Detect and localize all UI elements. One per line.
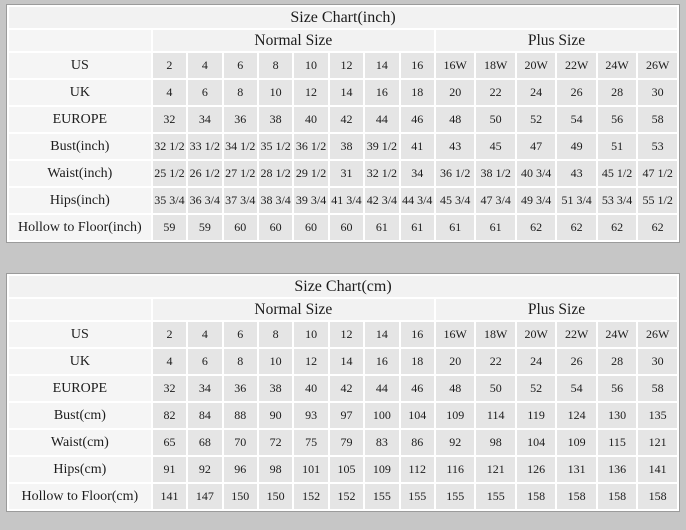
size-cell: 70 (224, 430, 257, 455)
size-cell: 41 3/4 (330, 188, 363, 213)
size-cell: 4 (188, 322, 221, 347)
table-row (9, 107, 677, 132)
size-cell: 119 (517, 403, 555, 428)
size-cell: 18W (476, 322, 514, 347)
size-cell: 20 (436, 80, 474, 105)
size-cell: 61 (365, 215, 398, 240)
size-cell: 36 1/2 (294, 134, 327, 159)
size-cell: 60 (259, 215, 292, 240)
size-cell: 47 3/4 (476, 188, 514, 213)
size-cell: 90 (259, 403, 292, 428)
size-cell: 93 (294, 403, 327, 428)
size-cell: 14 (330, 349, 363, 374)
row-label: Hollow to Floor(cm) (9, 484, 151, 509)
row-label: US (9, 53, 151, 78)
size-cell: 24 (517, 349, 555, 374)
size-cell: 20W (517, 322, 555, 347)
size-cell: 22 (476, 80, 514, 105)
size-cell: 158 (517, 484, 555, 509)
size-cell: 61 (436, 215, 474, 240)
size-cell: 101 (294, 457, 327, 482)
size-cell: 121 (638, 430, 677, 455)
size-cell: 28 1/2 (259, 161, 292, 186)
size-cell: 20 (436, 349, 474, 374)
size-cell: 58 (638, 107, 677, 132)
size-cell: 47 1/2 (638, 161, 677, 186)
size-cell: 6 (224, 322, 257, 347)
column-group-row (9, 30, 677, 51)
row-label: Hips(cm) (9, 457, 151, 482)
size-cell: 155 (365, 484, 398, 509)
row-label: Waist(cm) (9, 430, 151, 455)
size-cell: 48 (436, 107, 474, 132)
column-group-plus: Plus Size (436, 30, 677, 51)
size-cell: 6 (188, 349, 221, 374)
size-cell: 38 (259, 376, 292, 401)
size-cell: 135 (638, 403, 677, 428)
size-cell: 61 (401, 215, 434, 240)
row-label: UK (9, 80, 151, 105)
size-cell: 88 (224, 403, 257, 428)
size-cell: 35 1/2 (259, 134, 292, 159)
size-cell: 38 (259, 107, 292, 132)
size-cell: 35 3/4 (153, 188, 186, 213)
size-cell: 16 (401, 53, 434, 78)
size-cell: 26 (557, 80, 595, 105)
size-cell: 36 1/2 (436, 161, 474, 186)
size-cell: 112 (401, 457, 434, 482)
size-cell: 44 3/4 (401, 188, 434, 213)
size-cell: 96 (224, 457, 257, 482)
size-cell: 24 (517, 80, 555, 105)
table-row (9, 484, 677, 509)
size-cell: 36 (224, 376, 257, 401)
size-cell: 8 (224, 80, 257, 105)
size-cell: 65 (153, 430, 186, 455)
size-cell: 12 (330, 53, 363, 78)
size-cell: 20W (517, 53, 555, 78)
size-cell: 30 (638, 80, 677, 105)
column-group-normal: Normal Size (153, 299, 434, 320)
size-cell: 55 1/2 (638, 188, 677, 213)
size-cell: 115 (598, 430, 636, 455)
size-cell: 49 3/4 (517, 188, 555, 213)
size-cell: 158 (598, 484, 636, 509)
size-cell: 45 (476, 134, 514, 159)
size-cell: 38 3/4 (259, 188, 292, 213)
size-cell: 22W (557, 53, 595, 78)
size-cell: 36 3/4 (188, 188, 221, 213)
size-cell: 131 (557, 457, 595, 482)
size-cell: 38 (330, 134, 363, 159)
size-cell: 61 (476, 215, 514, 240)
size-cell: 141 (153, 484, 186, 509)
size-cell: 60 (224, 215, 257, 240)
size-cell: 4 (188, 53, 221, 78)
size-cell: 36 (224, 107, 257, 132)
row-label: Bust(cm) (9, 403, 151, 428)
size-cell: 121 (476, 457, 514, 482)
size-cell: 28 (598, 349, 636, 374)
size-cell: 52 (517, 107, 555, 132)
size-cell: 141 (638, 457, 677, 482)
size-cell: 26 (557, 349, 595, 374)
table-row (9, 161, 677, 186)
size-cell: 10 (294, 322, 327, 347)
size-cell: 24W (598, 53, 636, 78)
size-cell: 37 3/4 (224, 188, 257, 213)
size-cell: 14 (365, 322, 398, 347)
size-cell: 38 1/2 (476, 161, 514, 186)
size-cell: 50 (476, 107, 514, 132)
size-cell: 155 (476, 484, 514, 509)
size-cell: 150 (259, 484, 292, 509)
table-row (9, 188, 677, 213)
size-cell: 62 (517, 215, 555, 240)
size-cell: 32 1/2 (153, 134, 186, 159)
size-cell: 79 (330, 430, 363, 455)
size-cell: 104 (401, 403, 434, 428)
size-cell: 158 (557, 484, 595, 509)
size-cell: 12 (294, 80, 327, 105)
size-cell: 84 (188, 403, 221, 428)
size-cell: 58 (638, 376, 677, 401)
size-cell: 10 (259, 80, 292, 105)
size-cell: 152 (330, 484, 363, 509)
size-cell: 46 (401, 107, 434, 132)
size-cell: 31 (330, 161, 363, 186)
row-label: Waist(inch) (9, 161, 151, 186)
size-cell: 22W (557, 322, 595, 347)
size-cell: 126 (517, 457, 555, 482)
size-cell: 92 (436, 430, 474, 455)
size-cell: 50 (476, 376, 514, 401)
size-cell: 104 (517, 430, 555, 455)
size-cell: 97 (330, 403, 363, 428)
table-row (9, 457, 677, 482)
size-cell: 59 (153, 215, 186, 240)
size-chart-inch-table (6, 4, 680, 243)
size-cell: 46 (401, 376, 434, 401)
size-cell: 34 1/2 (224, 134, 257, 159)
size-cell: 116 (436, 457, 474, 482)
column-group-row (9, 299, 677, 320)
size-cell: 16W (436, 53, 474, 78)
size-cell: 49 (557, 134, 595, 159)
size-cell: 44 (365, 107, 398, 132)
size-cell: 6 (188, 80, 221, 105)
size-cell: 152 (294, 484, 327, 509)
table-row (9, 430, 677, 455)
row-label: EUROPE (9, 107, 151, 132)
table-row (9, 215, 677, 240)
size-cell: 26W (638, 322, 677, 347)
corner-cell (9, 30, 151, 51)
size-cell: 16 (401, 322, 434, 347)
size-cell: 18W (476, 53, 514, 78)
size-cell: 4 (153, 349, 186, 374)
row-label: EUROPE (9, 376, 151, 401)
size-cell: 32 1/2 (365, 161, 398, 186)
size-cell: 40 3/4 (517, 161, 555, 186)
size-cell: 109 (436, 403, 474, 428)
size-cell: 42 3/4 (365, 188, 398, 213)
size-cell: 16W (436, 322, 474, 347)
size-cell: 8 (259, 53, 292, 78)
size-cell: 105 (330, 457, 363, 482)
size-cell: 98 (476, 430, 514, 455)
size-cell: 25 1/2 (153, 161, 186, 186)
table-title-row (9, 7, 677, 28)
size-cell: 45 1/2 (598, 161, 636, 186)
size-cell: 62 (557, 215, 595, 240)
size-cell: 68 (188, 430, 221, 455)
size-cell: 14 (365, 53, 398, 78)
size-cell: 4 (153, 80, 186, 105)
size-cell: 39 3/4 (294, 188, 327, 213)
size-cell: 158 (638, 484, 677, 509)
size-cell: 47 (517, 134, 555, 159)
size-cell: 27 1/2 (224, 161, 257, 186)
size-cell: 8 (259, 322, 292, 347)
size-cell: 52 (517, 376, 555, 401)
size-cell: 109 (365, 457, 398, 482)
size-cell: 100 (365, 403, 398, 428)
size-cell: 45 3/4 (436, 188, 474, 213)
corner-cell (9, 299, 151, 320)
size-cell: 82 (153, 403, 186, 428)
size-cell: 114 (476, 403, 514, 428)
size-cell: 32 (153, 376, 186, 401)
size-cell: 41 (401, 134, 434, 159)
table-row (9, 134, 677, 159)
size-cell: 34 (401, 161, 434, 186)
size-cell: 8 (224, 349, 257, 374)
size-cell: 51 (598, 134, 636, 159)
column-group-plus: Plus Size (436, 299, 677, 320)
size-cell: 34 (188, 107, 221, 132)
row-label: Hollow to Floor(inch) (9, 215, 151, 240)
size-cell: 43 (436, 134, 474, 159)
size-cell: 29 1/2 (294, 161, 327, 186)
table-title: Size Chart(cm) (9, 276, 677, 297)
size-cell: 124 (557, 403, 595, 428)
size-cell: 59 (188, 215, 221, 240)
table-row (9, 53, 677, 78)
size-chart-cm-table (6, 273, 680, 512)
size-cell: 92 (188, 457, 221, 482)
table-row (9, 322, 677, 347)
size-cell: 147 (188, 484, 221, 509)
size-cell: 130 (598, 403, 636, 428)
size-cell: 54 (557, 376, 595, 401)
table-row (9, 376, 677, 401)
size-cell: 10 (294, 53, 327, 78)
size-cell: 72 (259, 430, 292, 455)
size-cell: 109 (557, 430, 595, 455)
row-label: Hips(inch) (9, 188, 151, 213)
size-cell: 60 (294, 215, 327, 240)
size-cell: 24W (598, 322, 636, 347)
size-cell: 62 (638, 215, 677, 240)
size-cell: 44 (365, 376, 398, 401)
size-cell: 53 3/4 (598, 188, 636, 213)
table-title: Size Chart(inch) (9, 7, 677, 28)
size-cell: 83 (365, 430, 398, 455)
size-cell: 2 (153, 53, 186, 78)
size-cell: 22 (476, 349, 514, 374)
size-cell: 60 (330, 215, 363, 240)
size-cell: 98 (259, 457, 292, 482)
size-cell: 32 (153, 107, 186, 132)
size-cell: 2 (153, 322, 186, 347)
size-cell: 48 (436, 376, 474, 401)
size-cell: 53 (638, 134, 677, 159)
size-cell: 150 (224, 484, 257, 509)
size-cell: 26W (638, 53, 677, 78)
size-cell: 30 (638, 349, 677, 374)
size-cell: 42 (330, 107, 363, 132)
row-label: UK (9, 349, 151, 374)
table-title-row (9, 276, 677, 297)
size-cell: 18 (401, 349, 434, 374)
size-cell: 62 (598, 215, 636, 240)
size-cell: 56 (598, 107, 636, 132)
size-cell: 51 3/4 (557, 188, 595, 213)
size-cell: 155 (436, 484, 474, 509)
size-cell: 86 (401, 430, 434, 455)
table-row (9, 349, 677, 374)
size-cell: 136 (598, 457, 636, 482)
size-cell: 91 (153, 457, 186, 482)
size-cell: 43 (557, 161, 595, 186)
size-cell: 12 (294, 349, 327, 374)
size-cell: 16 (365, 349, 398, 374)
size-cell: 16 (365, 80, 398, 105)
size-cell: 14 (330, 80, 363, 105)
size-cell: 54 (557, 107, 595, 132)
table-row (9, 80, 677, 105)
table-gap (0, 243, 686, 273)
size-cell: 33 1/2 (188, 134, 221, 159)
row-label: US (9, 322, 151, 347)
size-cell: 34 (188, 376, 221, 401)
size-cell: 12 (330, 322, 363, 347)
size-cell: 26 1/2 (188, 161, 221, 186)
size-cell: 6 (224, 53, 257, 78)
row-label: Bust(inch) (9, 134, 151, 159)
size-cell: 40 (294, 376, 327, 401)
size-cell: 39 1/2 (365, 134, 398, 159)
size-cell: 28 (598, 80, 636, 105)
size-cell: 10 (259, 349, 292, 374)
size-cell: 155 (401, 484, 434, 509)
size-cell: 56 (598, 376, 636, 401)
table-row (9, 403, 677, 428)
column-group-normal: Normal Size (153, 30, 434, 51)
size-cell: 18 (401, 80, 434, 105)
size-cell: 75 (294, 430, 327, 455)
size-cell: 40 (294, 107, 327, 132)
size-cell: 42 (330, 376, 363, 401)
